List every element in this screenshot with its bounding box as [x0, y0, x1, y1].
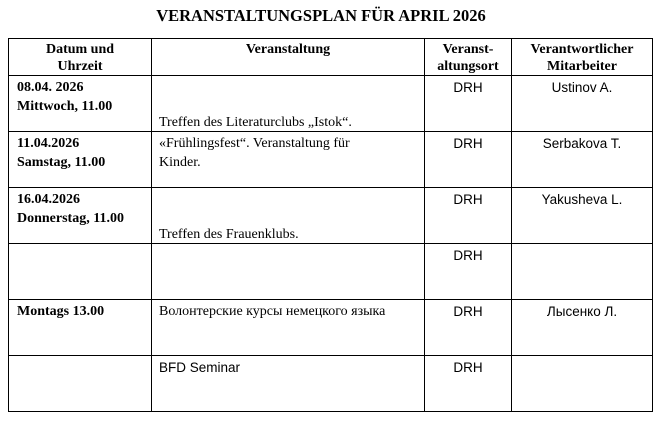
- event-text-line-2: Kinder.: [159, 155, 201, 170]
- time-line: Samstag, 11.00: [17, 155, 106, 170]
- event-cell: [152, 244, 425, 300]
- event-cell: [152, 300, 425, 356]
- date-cell: [9, 300, 152, 356]
- mit-cell: [512, 132, 653, 188]
- ort-text: DRH: [453, 192, 483, 207]
- ort-cell: [425, 188, 512, 244]
- ort-text: DRH: [453, 136, 483, 151]
- header-date: [9, 39, 152, 76]
- ort-text: DRH: [453, 80, 483, 95]
- mit-cell: [512, 188, 653, 244]
- table-row: [9, 76, 653, 132]
- mit-cell: [512, 76, 653, 132]
- header-date-line-1: Datum und: [45, 42, 115, 57]
- header-mit-line-2: Mitarbeiter: [547, 59, 617, 74]
- event-cell: [152, 132, 425, 188]
- event-cell: [152, 188, 425, 244]
- date-cell: [9, 76, 152, 132]
- event-text: Волонтерские курсы немецкого языка: [159, 304, 386, 319]
- event-text-line-1: «Frühlingsfest“. Veranstaltung für: [159, 136, 350, 151]
- mit-text: Лысенко Л.: [546, 304, 618, 319]
- event-text: Treffen des Literaturclubs „Istok“.: [159, 115, 352, 130]
- mit-cell: [512, 300, 653, 356]
- ort-text: DRH: [453, 248, 483, 263]
- header-row: [9, 39, 653, 76]
- mit-cell: [512, 244, 653, 300]
- header-ort-line-1: Veranst-: [442, 42, 494, 57]
- ort-text: DRH: [453, 304, 483, 319]
- table-row: [9, 188, 653, 244]
- time-line: Mittwoch, 11.00: [17, 99, 113, 114]
- schedule-table: [8, 38, 653, 412]
- table-row: [9, 244, 653, 300]
- table-row: [9, 132, 653, 188]
- event-text: BFD Seminar: [159, 360, 241, 375]
- mit-cell: [512, 356, 653, 412]
- header-ort: [425, 39, 512, 76]
- ort-cell: [425, 76, 512, 132]
- event-cell: [152, 356, 425, 412]
- ort-cell: [425, 244, 512, 300]
- header-event: Veranstaltung: [152, 39, 425, 76]
- date-cell: [9, 132, 152, 188]
- date-line: 08.04. 2026: [17, 80, 84, 95]
- date-line: 11.04.2026: [17, 136, 80, 151]
- ort-cell: [425, 132, 512, 188]
- mit-text: Serbakova T.: [542, 136, 622, 151]
- table-row: [9, 356, 653, 412]
- ort-cell: [425, 356, 512, 412]
- header-ort-line-2: altungsort: [437, 59, 499, 74]
- table-row: [9, 300, 653, 356]
- ort-text: DRH: [453, 360, 483, 375]
- event-text: Treffen des Frauenklubs.: [159, 227, 299, 242]
- date-cell: [9, 188, 152, 244]
- ort-cell: [425, 300, 512, 356]
- header-mit-line-1: Verantwortlicher: [530, 42, 634, 57]
- mit-text: Ustinov A.: [551, 80, 613, 95]
- time-line: Donnerstag, 11.00: [17, 211, 124, 226]
- date-cell: [9, 356, 152, 412]
- date-cell: [9, 244, 152, 300]
- header-mit: [512, 39, 653, 76]
- date-line: Montags 13.00: [17, 304, 105, 319]
- date-line: 16.04.2026: [17, 192, 80, 207]
- header-date-line-2: Uhrzeit: [57, 59, 103, 74]
- page-title: VERANSTALTUNGSPLAN FÜR APRIL 2026: [156, 6, 486, 25]
- mit-text: Yakusheva L.: [541, 192, 623, 207]
- event-cell: [152, 76, 425, 132]
